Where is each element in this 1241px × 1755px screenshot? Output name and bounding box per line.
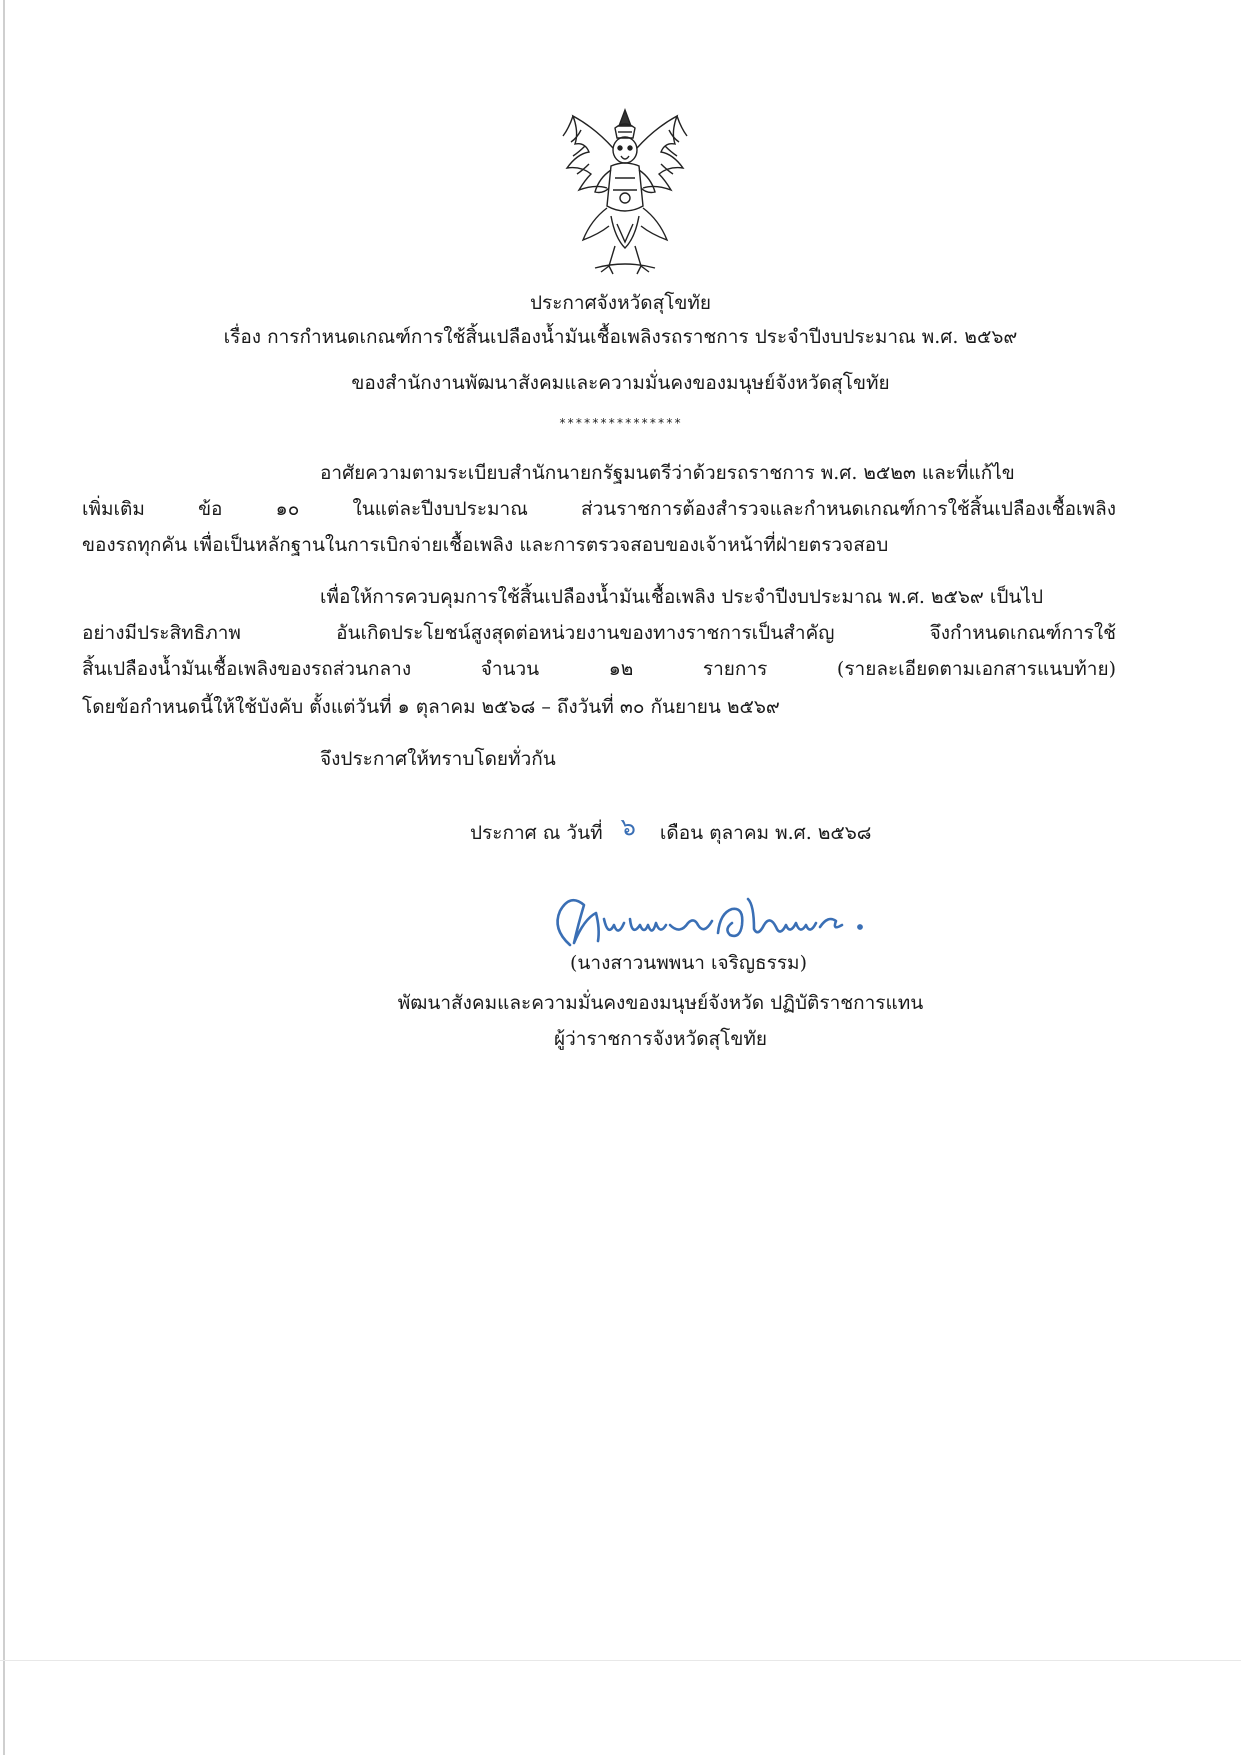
- announcement-subject: เรื่อง การกำหนดเกณฑ์การใช้สิ้นเปลืองน้ำมันเชื้อเพลิงรถราชการ ประจำปีงบประมาณ พ.ศ. ๒๕๖๙: [223, 326, 1018, 348]
- signer-position-line2: ผู้ว่าราชการจังหวัดสุโขทัย: [553, 1028, 767, 1050]
- date-day-handwritten: ๖: [620, 813, 636, 841]
- signer-position: พัฒนาสังคมและความมั่นคงของมนุษย์จังหวัด ปฏิบัติราชการแทน: [397, 992, 924, 1014]
- separator: ***************: [558, 416, 683, 430]
- date-suffix: เดือน ตุลาคม พ.ศ. ๒๕๖๘: [659, 822, 872, 844]
- para2-line1: เพื่อให้การควบคุมการใช้สิ้นเปลืองน้ำมันเชื้อเพลิง ประจำปีงบประมาณ พ.ศ. ๒๕๖๙ เป็นไป: [320, 586, 1044, 608]
- date-prefix: ประกาศ ณ วันที่: [470, 822, 603, 844]
- para1-line2: เพิ่มเติม ข้อ ๑๐ ในแต่ละปีงบประมาณ ส่วนราชการต้องสำรวจและกำหนดเกณฑ์การใช้สิ้นเปลืองเชื้อเพลิง: [82, 498, 1116, 520]
- para1-line1: อาศัยความตามระเบียบสำนักนายกรัฐมนตรีว่าด้วยรถราชการ พ.ศ. ๒๕๒๓ และที่แก้ไข: [320, 462, 1015, 484]
- announcement-subject-line2: ของสำนักงานพัฒนาสังคมและความมั่นคงของมนุษย์จังหวัดสุโขทัย: [351, 372, 890, 394]
- scan-line: [0, 1660, 1241, 1661]
- garuda-emblem-icon: [555, 108, 695, 278]
- announcement-title: ประกาศจังหวัดสุโขทัย: [529, 292, 712, 314]
- announcement-date: [470, 813, 872, 846]
- para2-line2: อย่างมีประสิทธิภาพ อันเกิดประโยชน์สูงสุดต่อหน่วยงานของทางราชการเป็นสำคัญ จึงกำหนดเกณฑ์การใช้: [82, 622, 1116, 644]
- para1-line3: ของรถทุกคัน เพื่อเป็นหลักฐานในการเบิกจ่ายเชื้อเพลิง และการตรวจสอบของเจ้าหน้าที่ฝ่ายตรวจสอบ: [82, 534, 889, 556]
- para3: จึงประกาศให้ทราบโดยทั่วกัน: [320, 748, 556, 770]
- para2-line4: โดยข้อกำหนดนี้ให้ใช้บังคับ ตั้งแต่วันที่ ๑ ตุลาคม ๒๕๖๘ – ถึงวันที่ ๓๐ กันยายน ๒๕๖๙: [82, 696, 780, 718]
- page-edge: [3, 0, 5, 1755]
- para2-line3: สิ้นเปลืองน้ำมันเชื้อเพลิงของรถส่วนกลาง จำนวน ๑๒ รายการ (รายละเอียดตามเอกสารแนบท้าย): [82, 658, 1116, 680]
- signer-name: (นางสาวนพพนา เจริญธรรม): [570, 952, 807, 974]
